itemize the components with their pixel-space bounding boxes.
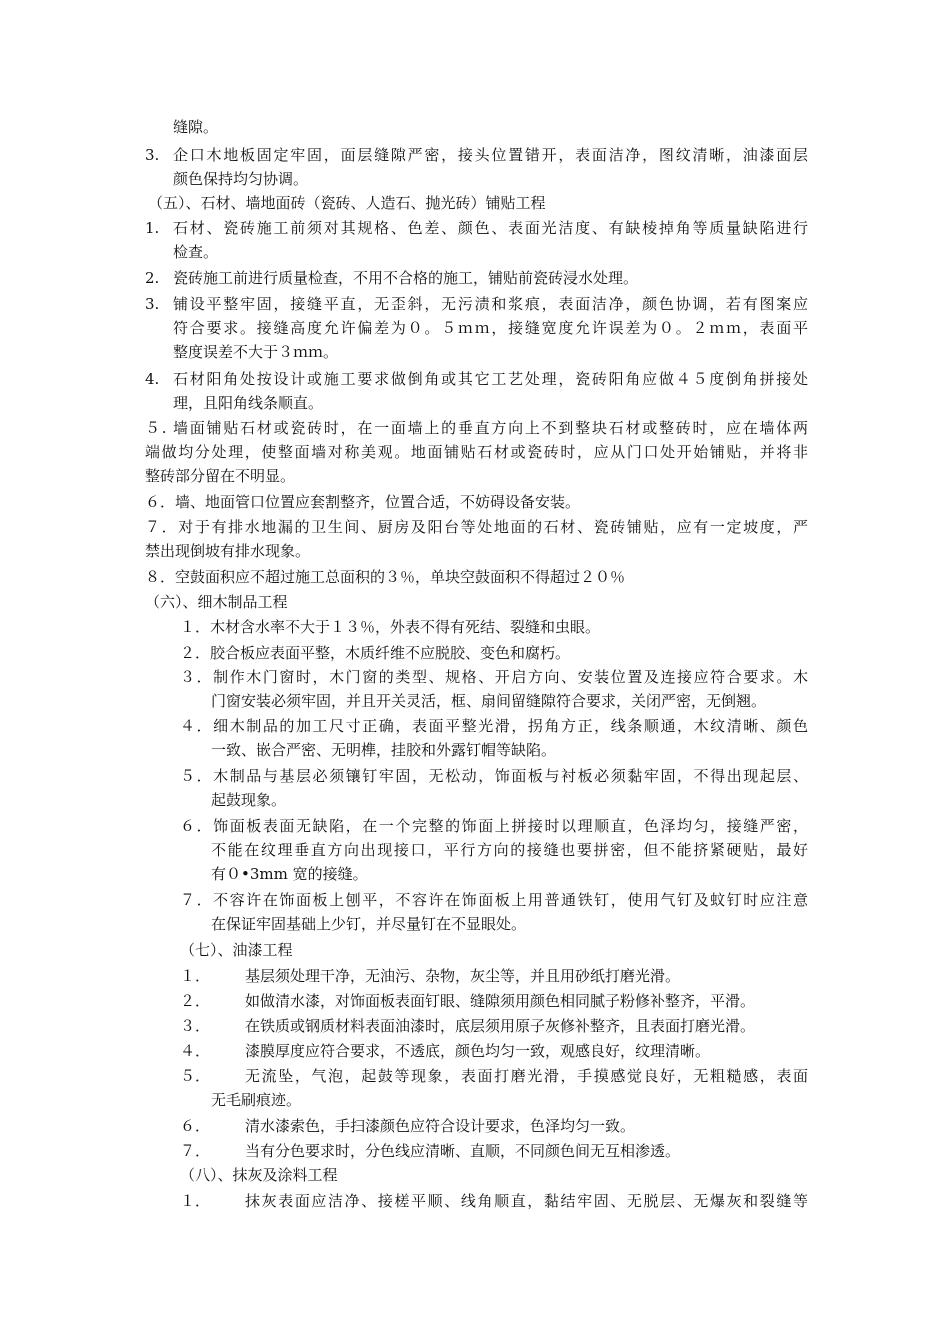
text-line: ２．胶合板应表面平整，木质纤维不应脱胶、变色和腐朽。 [180, 644, 571, 662]
text-line: 整砖部分留在不明显。 [145, 467, 296, 485]
section-heading: （五）、石材、墙地面砖（瓷砖、人造石、抛光砖）铺贴工程 [148, 194, 546, 212]
text-line: ６．饰面板表面无缺陷，在一个完整的饰面上拼接时以理顺直，色泽均匀，接缝严密， [180, 817, 808, 835]
text-line: 检查。 [173, 243, 219, 261]
text-line: 石材阳角处按设计或施工要求做倒角或其它工艺处理，瓷砖阳角应做４５度倒角拼接处 [173, 370, 808, 388]
text-line: ８．空鼓面积应不超过施工总面积的３％，单块空鼓面积不得超过２０％ [145, 568, 626, 586]
text-line: ６．墙、地面管口位置应套割整齐，位置合适，不妨碍设备安装。 [145, 493, 581, 511]
text-line: 有０•3mm 宽的接缝。 [211, 865, 368, 883]
list-number: ４． [180, 1042, 211, 1060]
text-line: 颜色保持均匀协调。 [173, 170, 309, 188]
text-line: 端做均分处理，使整面墙对称美观。地面铺贴石材或瓷砖时，应从门口处开始铺贴，并将非 [145, 443, 808, 461]
text-line: 门窗安装必须牢固，并且开关灵活，框、扇间留缝隙符合要求，关闭严密，无倒翘。 [211, 692, 767, 710]
section-heading: （八）、抹灰及涂料工程 [180, 1166, 338, 1184]
section-heading: （七）、油漆工程 [180, 941, 293, 959]
text-line: 石材、瓷砖施工前须对其规格、色差、颜色、表面光洁度、有缺棱掉角等质量缺陷进行 [173, 219, 808, 237]
list-number: １． [180, 967, 211, 985]
list-number: ２． [180, 992, 211, 1010]
text-line: 企口木地板固定牢固，面层缝隙严密，接头位置错开，表面洁净，图纹清晰，油漆面层 [173, 146, 808, 164]
list-number: ３． [180, 1017, 211, 1035]
text-line: 禁出现倒坡有排水现象。 [145, 542, 311, 560]
text-line: ４．细木制品的加工尺寸正确，表面平整光滑，拐角方正，线条顺通，木纹清晰、颜色 [180, 717, 808, 735]
text-line: ７．不容许在饰面板上刨平，不容许在饰面板上用普通铁钉，使用气钉及蚊钉时应注意 [180, 891, 808, 909]
section-heading: （六）、细木制品工程 [145, 593, 288, 611]
text-line: ５．木制品与基层必须镶钉牢固，无松动，饰面板与衬板必须黏牢固，不得出现起层、 [180, 767, 808, 785]
text-line: 基层须处理干净，无油污、杂物，灰尘等，并且用砂纸打磨光滑。 [245, 967, 681, 985]
text-line: 清水漆索色，手扫漆颜色应符合设计要求，色泽均匀一致。 [245, 1117, 636, 1135]
text-line: 当有分色要求时，分色线应清晰、直顺，不同颜色间无互相渗透。 [245, 1142, 681, 1160]
text-line: 缝隙。 [173, 118, 219, 136]
list-number: 3. [145, 146, 160, 164]
text-line: 瓷砖施工前进行质量检查，不用不合格的施工，铺贴前瓷砖浸水处理。 [173, 269, 639, 287]
text-line: ３．制作木门窗时，木门窗的类型、规格、开启方向、安装位置及连接应符合要求。木 [180, 668, 808, 686]
text-line: 无流坠，气泡，起鼓等现象，表面打磨光滑，手摸感觉良好，无粗糙感，表面 [245, 1067, 808, 1085]
list-number: 4. [145, 370, 160, 388]
text-line: 符合要求。接缝高度允许偏差为０。５ｍｍ，接缝宽度允许误差为０。２ｍｍ，表面平 [173, 319, 808, 337]
text-line: 无毛刷痕迹。 [211, 1091, 302, 1109]
text-line: 铺设平整牢固，接缝平直，无歪斜，无污渍和浆痕，表面洁净，颜色协调，若有图案应 [173, 295, 808, 313]
text-line: 如做清水漆，对饰面板表面钉眼、缝隙须用颜色相同腻子粉修补整齐，平滑。 [245, 992, 756, 1010]
text-line: 起鼓现象。 [211, 791, 287, 809]
text-line: 理，且阳角线条顺直。 [173, 394, 324, 412]
text-line: 一致、嵌合严密、无明榫，挂胶和外露钉帽等缺陷。 [211, 741, 557, 759]
text-line: 在铁质或钢质材料表面油漆时，底层须用原子灰修补整齐，且表面打磨光滑。 [245, 1017, 756, 1035]
text-line: 整度误差不大于３ｍｍ。 [173, 343, 339, 361]
text-line: 抹灰表面应洁净、接槎平顺、线角顺直，黏结牢固、无脱层、无爆灰和裂缝等 [245, 1192, 808, 1210]
text-line: 在保证牢固基础上少钉，并尽量钉在不显眼处。 [211, 915, 527, 933]
list-number: 3. [145, 295, 160, 313]
list-number: 1. [145, 219, 160, 237]
list-number: １． [180, 1192, 211, 1210]
list-number: ６． [180, 1117, 211, 1135]
text-line: ５. 墙面铺贴石材或瓷砖时，在一面墙上的垂直方向上不到整块石材或整砖时，应在墙体两 [145, 419, 808, 437]
list-number: ５． [180, 1067, 211, 1085]
text-line: 漆膜厚度应符合要求，不透底，颜色均匀一致，观感良好，纹理清晰。 [245, 1042, 711, 1060]
text-line: １．木材含水率不大于１３％，外表不得有死结、裂缝和虫眼。 [180, 618, 601, 636]
text-line: ７．对于有排水地漏的卫生间、厨房及阳台等处地面的石材、瓷砖铺贴，应有一定坡度，严 [145, 518, 808, 536]
list-number: ７． [180, 1142, 211, 1160]
text-line: 不能在纹理垂直方向出现接口，平行方向的接缝也要拼密，但不能挤紧硬贴，最好 [211, 841, 808, 859]
list-number: 2. [145, 269, 160, 287]
